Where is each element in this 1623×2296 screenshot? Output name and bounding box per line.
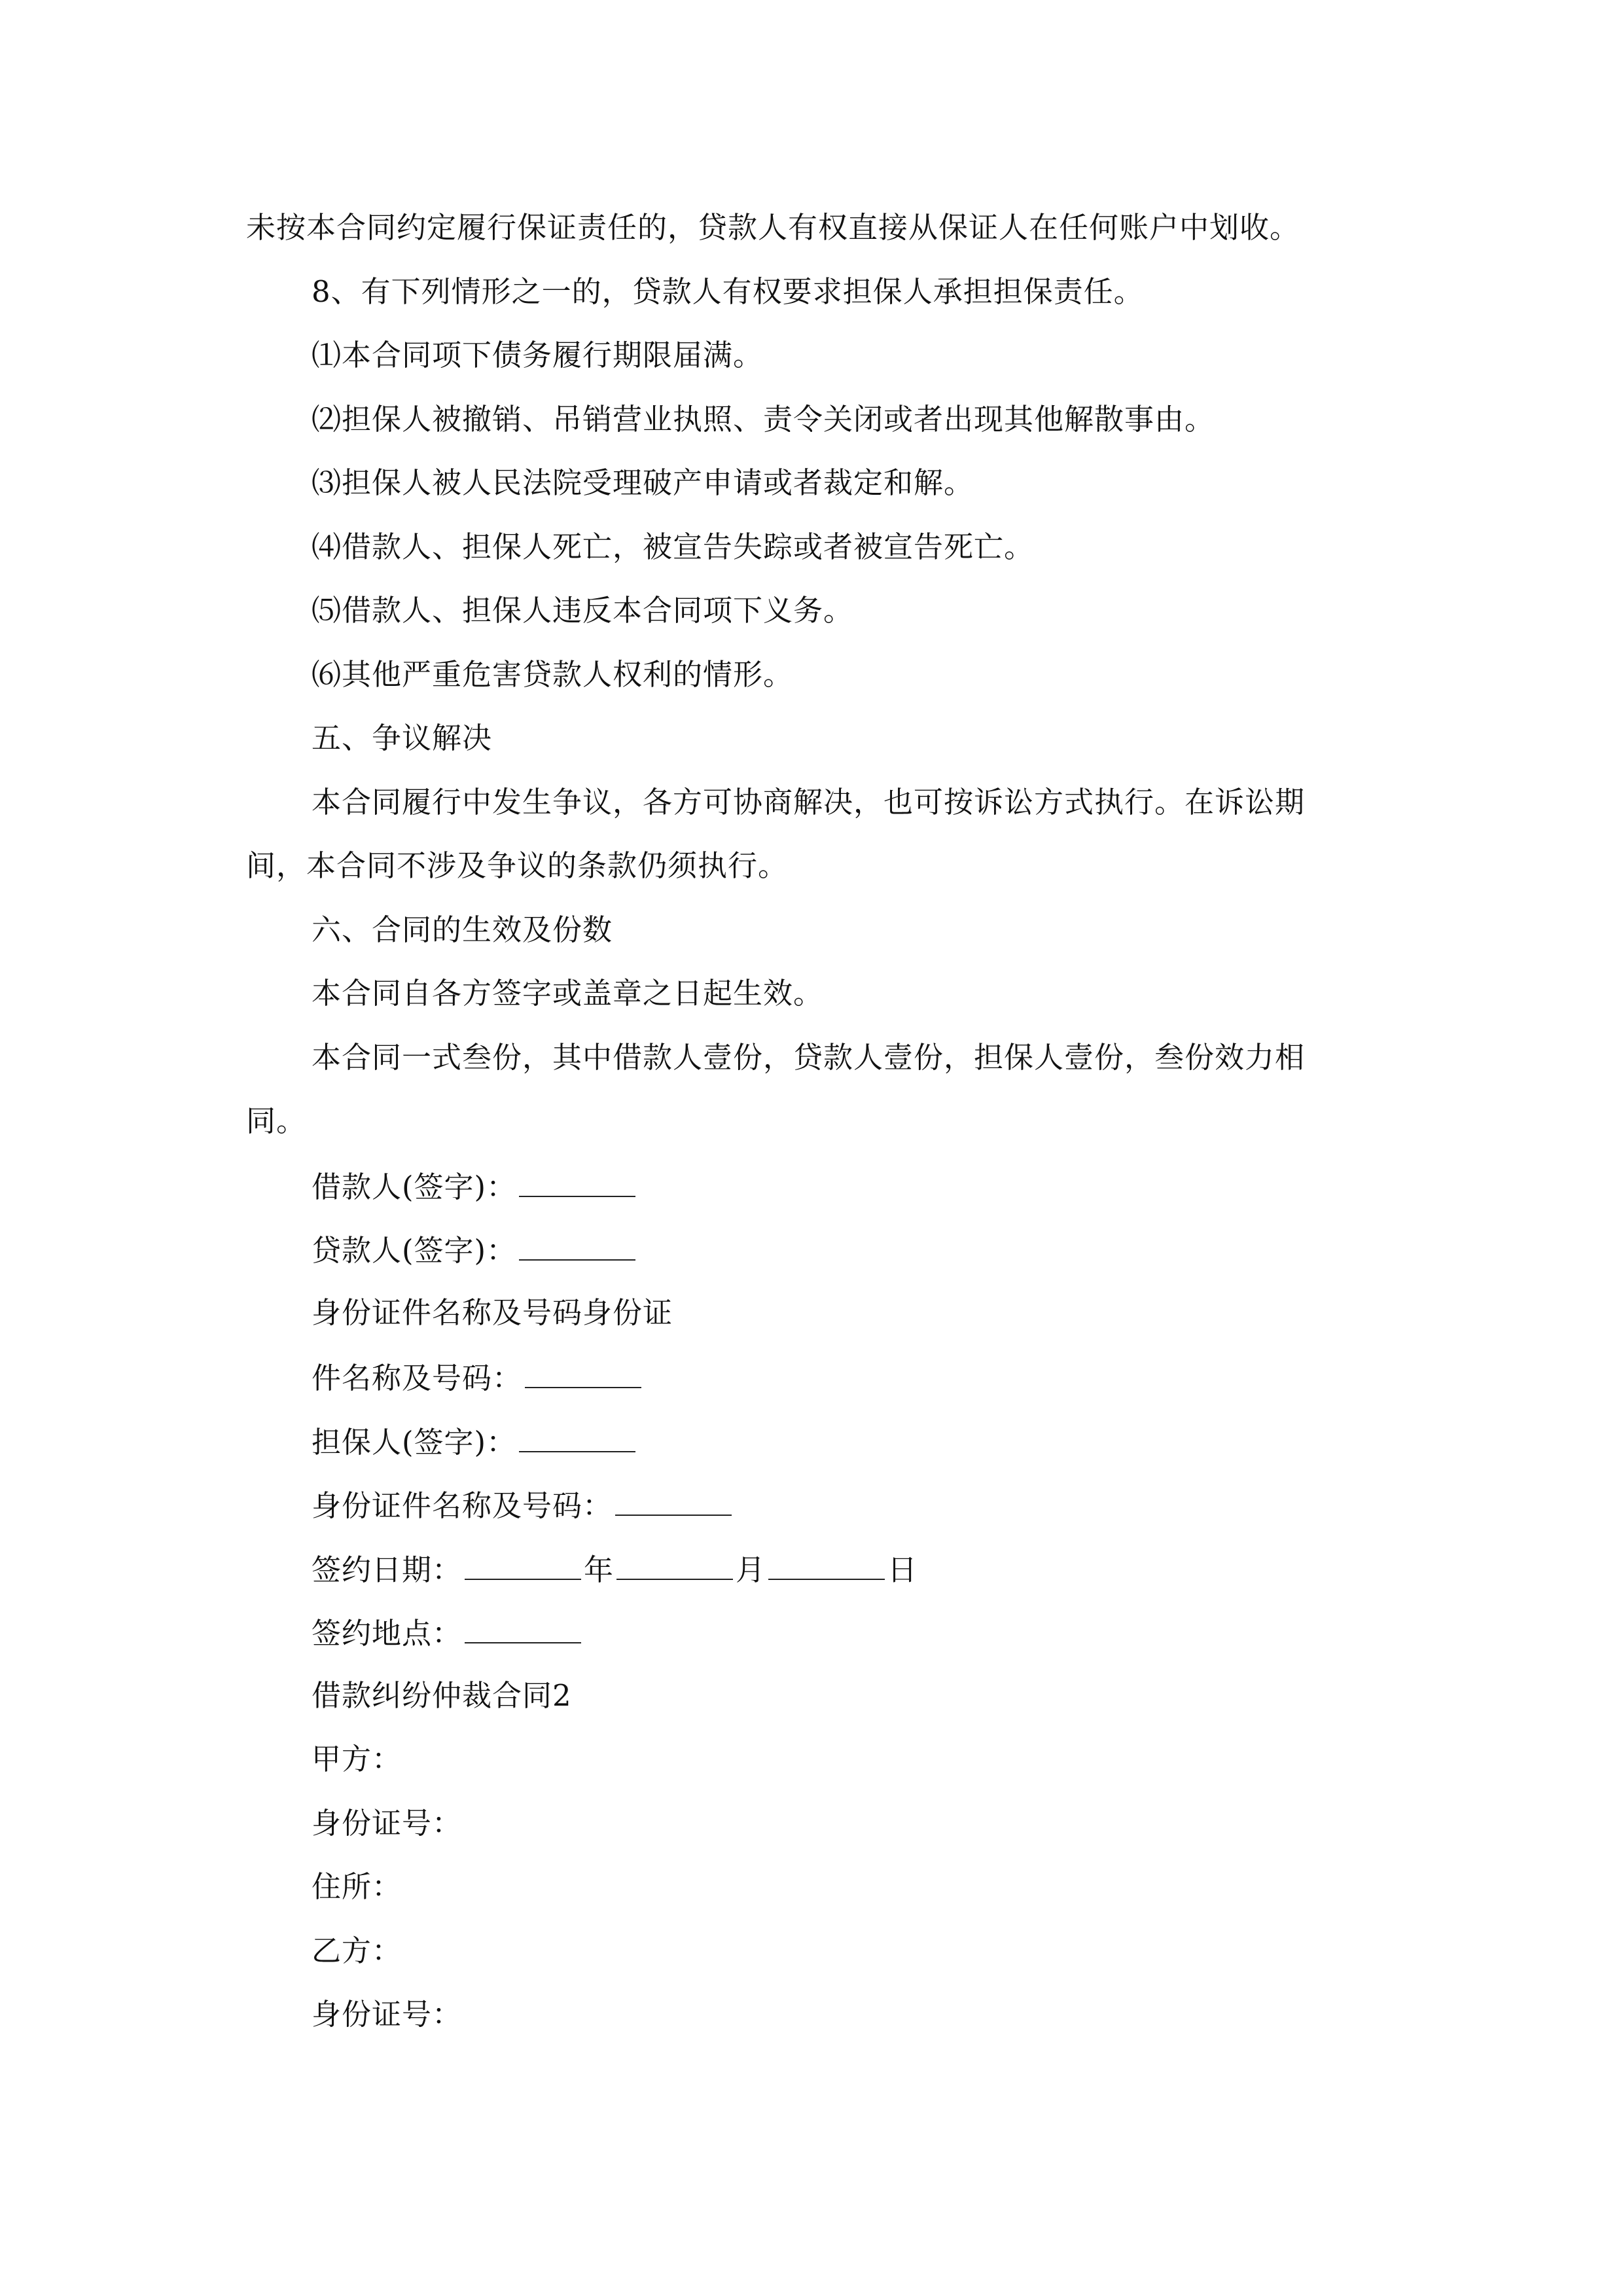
section-heading bbox=[312, 910, 613, 950]
address-label bbox=[312, 1867, 402, 1907]
place-blank bbox=[465, 1612, 581, 1643]
paragraph-line bbox=[246, 208, 1300, 247]
year-label: 年 bbox=[584, 1552, 615, 1587]
line-text: 未按本合同约定履行保证责任的，贷款人有权直接从保证人在任何账户中划收。 bbox=[246, 210, 1300, 245]
month-blank bbox=[616, 1549, 733, 1580]
list-item bbox=[312, 528, 1034, 567]
field-label: 件名称及号码： bbox=[312, 1361, 523, 1395]
line-text: 同。 bbox=[246, 1103, 307, 1138]
clause-8-heading bbox=[312, 272, 1144, 312]
paragraph-line bbox=[312, 1038, 1305, 1077]
field-label: 签约地点： bbox=[312, 1616, 463, 1651]
field-label: 担保人(签字)： bbox=[312, 1425, 517, 1460]
line-text: ⑴本合同项下债务履行期限届满。 bbox=[312, 338, 764, 372]
field-label: 身份证件名称及号码身份证 bbox=[312, 1295, 673, 1330]
field-label: 借款人(签字)： bbox=[312, 1170, 517, 1204]
field-label: 贷款人(签字)： bbox=[312, 1233, 517, 1268]
lender-signature-row bbox=[312, 1229, 638, 1270]
signing-place-row bbox=[312, 1612, 584, 1653]
line-text: 五、争议解决 bbox=[312, 721, 493, 755]
id-document-row bbox=[312, 1293, 673, 1333]
field-label: 签约日期： bbox=[312, 1552, 463, 1587]
paragraph-line bbox=[312, 974, 823, 1013]
id-number-blank bbox=[615, 1484, 732, 1516]
line-text: 间，本合同不涉及争议的条款仍须执行。 bbox=[246, 848, 789, 883]
signature-blank bbox=[519, 1421, 635, 1452]
signature-blank bbox=[519, 1229, 635, 1261]
list-item bbox=[312, 655, 793, 694]
list-item bbox=[312, 336, 763, 375]
id-number-label bbox=[312, 1804, 462, 1843]
field-label: 身份证号： bbox=[312, 1806, 463, 1840]
day-label: 日 bbox=[887, 1552, 918, 1587]
field-label: 甲方： bbox=[312, 1742, 402, 1776]
list-item bbox=[312, 591, 853, 630]
party-b-label bbox=[312, 1931, 402, 1971]
section-heading bbox=[312, 719, 492, 758]
line-text: 本合同自各方签字或盖章之日起生效。 bbox=[312, 976, 824, 1011]
line-text: 本合同履行中发生争议，各方可协商解决，也可按诉讼方式执行。在诉讼期 bbox=[312, 785, 1306, 819]
field-label: 乙方： bbox=[312, 1933, 402, 1968]
paragraph-line bbox=[312, 783, 1305, 822]
year-blank bbox=[465, 1549, 581, 1580]
id-number-label bbox=[312, 1995, 462, 2034]
borrower-signature-row bbox=[312, 1166, 638, 1207]
field-label: 身份证号： bbox=[312, 1997, 463, 2032]
contract-title bbox=[312, 1676, 572, 1715]
field-label: 住所： bbox=[312, 1869, 402, 1904]
guarantor-signature-row bbox=[312, 1421, 638, 1462]
line-text: 8、有下列情形之一的，贷款人有权要求担保人承担担保责任。 bbox=[312, 274, 1144, 309]
line-text: 本合同一式叁份，其中借款人壹份，贷款人壹份，担保人壹份，叁份效力相 bbox=[312, 1040, 1306, 1075]
line-text: 六、合同的生效及份数 bbox=[312, 912, 613, 947]
line-text: ⑸借款人、担保人违反本合同项下义务。 bbox=[312, 593, 854, 628]
day-blank bbox=[768, 1549, 885, 1580]
list-item bbox=[312, 463, 974, 503]
line-text: ⑹其他严重危害贷款人权利的情形。 bbox=[312, 657, 794, 692]
line-text: ⑷借款人、担保人死亡，被宣告失踪或者被宣告死亡。 bbox=[312, 529, 1035, 564]
signature-blank bbox=[519, 1166, 635, 1197]
paragraph-line bbox=[246, 1102, 306, 1141]
field-label: 身份证件名称及号码： bbox=[312, 1488, 613, 1523]
month-label: 月 bbox=[736, 1552, 766, 1587]
id-document-row bbox=[312, 1357, 644, 1398]
line-text: ⑵担保人被撤销、吊销营业执照、责令关闭或者出现其他解散事由。 bbox=[312, 402, 1215, 437]
id-number-blank bbox=[525, 1357, 641, 1388]
signing-date-row bbox=[312, 1549, 918, 1590]
line-text: ⑶担保人被人民法院受理破产申请或者裁定和解。 bbox=[312, 465, 974, 500]
id-document-row bbox=[312, 1484, 734, 1526]
party-a-label bbox=[312, 1740, 402, 1779]
paragraph-line bbox=[246, 846, 788, 886]
line-text: 借款纠纷仲裁合同2 bbox=[312, 1678, 572, 1713]
list-item bbox=[312, 400, 1215, 439]
